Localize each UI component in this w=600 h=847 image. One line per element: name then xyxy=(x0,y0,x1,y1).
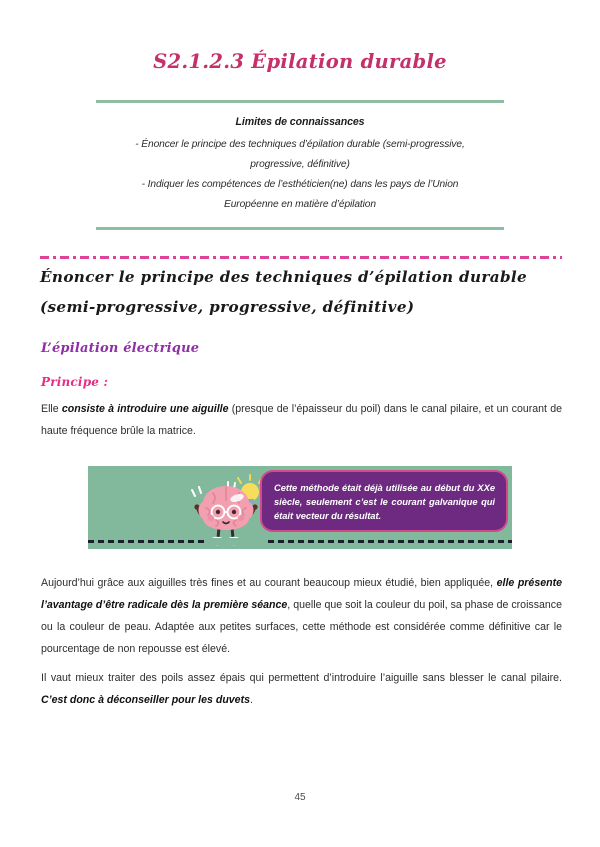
paragraph-principe xyxy=(41,398,562,442)
text-run: . xyxy=(250,694,253,706)
limites-line-3: - Indiquer les compétences de l’esthéticien(ne) dans les pays de l’Union xyxy=(141,179,459,190)
section-heading: Énoncer le principe des techniques d’épilation durable (semi-progressive, progressive, définitive) xyxy=(40,268,528,316)
speech-bubble-text: Cette méthode était déjà utilisée au début du XXe siècle, seulement c’est le courant galvanique qui était vecteur du résultat. xyxy=(274,482,495,521)
limites-line-2: progressive, définitive) xyxy=(250,159,350,170)
paragraph-aujourdhui xyxy=(41,572,562,660)
pink-dashed-divider xyxy=(40,256,562,259)
limites-de-connaissances-box xyxy=(96,100,504,230)
subsection-heading: L’épilation électrique xyxy=(41,341,200,356)
bottom-green-rule xyxy=(96,227,504,230)
text-run: , quelle que soit la couleur du poil, sa phase de croissance ou la couleur de peau. Adaptée aux petites surfaces, cette méthode est considérée comme définitive car le pourcentage de non repousse est élevé. xyxy=(41,599,562,655)
limites-line-1: - Énoncer le principe des techniques d’épilation durable (semi-progressive, xyxy=(135,139,465,150)
text-run-bold: C’est donc à déconseiller pour les duvets xyxy=(41,694,250,706)
text-run-bold: elle présente l’avantage d’être radicale dès la première séance xyxy=(41,577,562,611)
ground-gap xyxy=(206,538,266,545)
info-callout xyxy=(88,466,512,549)
limites-heading: Limites de connaissances xyxy=(235,116,365,128)
text-run-bold: consiste à introduire une aiguille xyxy=(61,403,229,415)
limites-line-4: Européenne en matière d’épilation xyxy=(224,199,376,210)
page-number: 45 xyxy=(294,792,306,803)
ground-dashed-line xyxy=(88,540,512,543)
text-run: Elle xyxy=(41,403,62,415)
principe-label: Principe : xyxy=(41,375,109,389)
limites-content xyxy=(96,103,504,227)
page-title: S2.1.2.3 Épilation durable xyxy=(153,50,447,73)
text-run: Il vaut mieux traiter des poils assez épais qui permettent d’introduire l’aiguille sans blesser le canal pilaire. xyxy=(41,672,562,684)
text-run: (presque de l’épaisseur du poil) dans le canal pilaire, et un courant de haute fréquence brûle la matrice. xyxy=(41,403,563,437)
paragraph-poils-epais xyxy=(41,667,562,711)
text-run: Aujourd’hui grâce aux aiguilles très fines et au courant beaucoup mieux étudié, bien appliquée, xyxy=(41,577,497,589)
speech-bubble xyxy=(260,470,508,532)
